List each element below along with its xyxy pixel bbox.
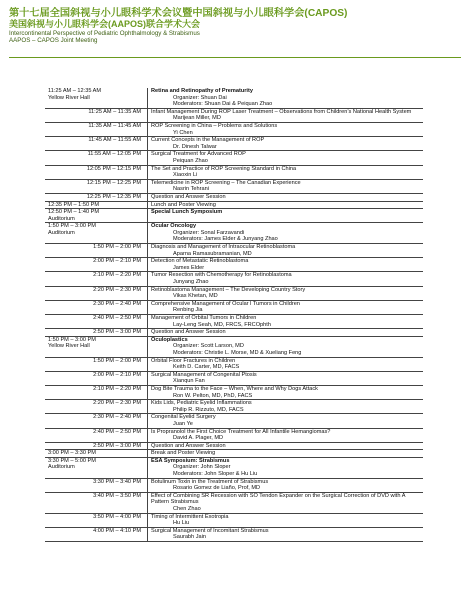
- content-cell: [148, 458, 423, 478]
- speaker-line: Moderators: John Sloper & Hu Liu: [173, 471, 258, 478]
- content-cell: [148, 400, 423, 413]
- content-cell: [148, 429, 423, 442]
- time-cell: [45, 414, 148, 427]
- speaker-line: Organizer: Sonal Farzavandi: [173, 229, 245, 236]
- speaker-line: Lay-Leng Seah, MD, FRCS, FRCOphth: [173, 321, 271, 328]
- schedule-row: [45, 123, 423, 137]
- content-cell: [148, 88, 423, 108]
- time-cell: [45, 315, 148, 328]
- time-range: 12:15 PM – 12:25 PM: [86, 179, 141, 186]
- schedule-row: [45, 329, 423, 337]
- content-cell: [148, 329, 423, 336]
- time-cell: [45, 400, 148, 413]
- speaker-line: Aparna Ramasubramanian, MD: [173, 250, 252, 257]
- conference-header: [9, 8, 461, 44]
- speaker-line: Organizer: Scott Larson, MD: [173, 343, 244, 350]
- session-title: Oculoplastics: [151, 336, 188, 343]
- time-range: 4:00 PM – 4:10 PM: [93, 527, 141, 534]
- content-cell: [148, 315, 423, 328]
- content-cell: [148, 223, 423, 243]
- schedule-row: [45, 458, 423, 479]
- talk-title: Dog Bite Trauma to the Face – When, Where and Why Dogs Attack: [151, 385, 318, 392]
- content-cell: [148, 301, 423, 314]
- time-range: 2:50 PM – 3:00 PM: [93, 442, 141, 449]
- schedule-row: [45, 479, 423, 493]
- time-range: 2:00 PM – 2:10 PM: [93, 371, 141, 378]
- time-range: 12:05 PM – 12:15 PM: [86, 165, 141, 172]
- content-cell: [148, 443, 423, 450]
- time-cell: [45, 514, 148, 527]
- time-cell: [45, 301, 148, 314]
- schedule-row: [45, 194, 423, 202]
- talk-title: The Set and Practice of ROP Screening Standard in China: [151, 165, 297, 172]
- time-cell: [45, 493, 148, 513]
- speaker-line: James Elder: [173, 264, 205, 271]
- schedule-row: [45, 137, 423, 151]
- schedule-row: [45, 493, 423, 514]
- time-cell: [45, 180, 148, 193]
- time-cell: [45, 109, 148, 122]
- time-cell: [45, 151, 148, 164]
- speaker-line: Chen Zhao: [173, 506, 201, 513]
- time-range: 1:50 PM – 2:00 PM: [93, 244, 141, 251]
- content-cell: [148, 493, 423, 513]
- time-range: 2:40 PM – 2:50 PM: [93, 428, 141, 435]
- header-english-subtitle: AAPOS – CAPOS Joint Meeting: [9, 37, 98, 44]
- time-range: 2:40 PM – 2:50 PM: [93, 315, 141, 321]
- speaker-line: Renbing Jia: [173, 307, 203, 314]
- time-cell: [45, 450, 148, 457]
- content-cell: [148, 337, 423, 357]
- talk-title: Infant Management During ROP Laser Treatment – Observations from Children’s National Health System: [151, 108, 412, 115]
- time-cell: [45, 258, 148, 271]
- time-cell: [45, 123, 148, 136]
- time-range: 2:10 PM – 2:20 PM: [93, 272, 141, 279]
- speaker-line: Moderators: Christie L. Morse, MD & Xueliang Feng: [173, 349, 302, 356]
- time-range: 3:40 PM – 3:50 PM: [93, 492, 141, 499]
- time-range: 1:50 PM – 3:00 PM: [48, 223, 96, 230]
- speaker-line: Saurabh Jain: [173, 534, 206, 541]
- schedule-row: [45, 429, 423, 443]
- content-cell: [148, 109, 423, 122]
- time-cell: [45, 528, 148, 541]
- session-location: Auditorium: [48, 215, 75, 222]
- schedule-row: [45, 528, 423, 542]
- speaker-line: Marijean Miller, MD: [173, 115, 221, 122]
- schedule-row: [45, 272, 423, 286]
- content-cell: [148, 479, 423, 492]
- schedule-row: [45, 443, 423, 451]
- talk-title: Surgical Management of Congenital Ptosis: [151, 371, 257, 378]
- time-range: 1:50 PM – 3:00 PM: [48, 336, 96, 343]
- schedule-row: [45, 514, 423, 528]
- schedule-row: [45, 88, 423, 109]
- time-cell: [45, 194, 148, 201]
- schedule-row: [45, 337, 423, 358]
- time-range: 12:25 PM – 12:35 PM: [86, 193, 141, 200]
- talk-title: Diagnosis and Management of Intraocular Retinoblastoma: [151, 244, 296, 251]
- session-location: Yellow River Hall: [48, 94, 90, 101]
- content-cell: [148, 528, 423, 541]
- schedule-row: [45, 287, 423, 301]
- talk-title: Is Propranolol the First Choice Treatment for All Infantile Hemangiomas?: [151, 428, 331, 435]
- schedule-row: [45, 109, 423, 123]
- talk-title: Surgical Treatment for Advanced ROP: [151, 151, 246, 158]
- speaker-line: Keith D. Carter, MD, FACS: [173, 364, 240, 371]
- time-cell: [45, 386, 148, 399]
- talk-title: Current Concepts in the Management of ROP: [151, 137, 265, 144]
- time-cell: [45, 272, 148, 285]
- time-range: 2:10 PM – 2:20 PM: [93, 385, 141, 392]
- content-cell: [148, 209, 423, 222]
- time-cell: [45, 244, 148, 257]
- content-cell: [148, 194, 423, 201]
- talk-title: Question and Answer Session: [151, 442, 226, 449]
- header-english-title: Intercontinental Perspective of Pediatric Ophthalmology & Strabismus: [9, 30, 200, 37]
- speaker-line: Yi Chen: [173, 129, 193, 136]
- talk-title: Botulinum Toxin in the Treatment of Strabismus: [151, 478, 269, 485]
- time-range: 11:55 AM – 12:05 PM: [87, 151, 141, 158]
- time-range: 2:30 PM – 2:40 PM: [93, 300, 141, 307]
- speaker-line: Moderators: Shuan Dai & Peiquan Zhao: [173, 101, 273, 108]
- time-range: 1:50 PM – 2:00 PM: [93, 357, 141, 364]
- time-range: 2:30 PM – 2:40 PM: [93, 414, 141, 421]
- time-range: 11:25 AM – 12:35 AM: [48, 88, 102, 94]
- schedule-row: [45, 372, 423, 386]
- speaker-line: Xianqun Fan: [173, 378, 205, 385]
- content-cell: [148, 386, 423, 399]
- speaker-line: Ron W. Pelton, MD, PhD, FACS: [173, 392, 253, 399]
- talk-title: Question and Answer Session: [151, 193, 226, 200]
- talk-title: ROP Screening in China – Problems and Solutions: [151, 122, 278, 129]
- content-cell: [148, 372, 423, 385]
- schedule-row: [45, 202, 423, 210]
- time-cell: [45, 372, 148, 385]
- speaker-line: Nasrin Tehrani: [173, 186, 209, 193]
- session-title: Special Lunch Symposium: [151, 209, 223, 216]
- time-range: 11:35 AM – 11:45 AM: [88, 122, 141, 129]
- talk-title: Effect of Combining SR Recession with SO Tendon Expander on the Surgical Correction of DVD with A Pattern Strabismus: [151, 492, 406, 506]
- content-cell: [148, 202, 423, 209]
- content-cell: [148, 287, 423, 300]
- schedule-row: [45, 209, 423, 223]
- talk-title: Comprehensive Management of Ocular l Tumors in Children: [151, 300, 300, 307]
- speaker-line: Juan Ye: [173, 420, 193, 427]
- time-range: 2:00 PM – 2:10 PM: [93, 258, 141, 265]
- schedule-row: [45, 450, 423, 458]
- schedule-row: [45, 301, 423, 315]
- content-cell: [148, 450, 423, 457]
- content-cell: [148, 166, 423, 179]
- spacer: [151, 216, 423, 219]
- talk-title: Break and Poster Viewing: [151, 450, 216, 457]
- content-cell: [148, 514, 423, 527]
- time-range: 3:00 PM – 3:30 PM: [48, 450, 96, 457]
- header-chinese-title: 第十七届全国斜视与小儿眼科学术会议暨中国斜视与小儿眼科学会(CAPOS): [9, 8, 348, 19]
- speaker-line: Moderators: James Elder & Junyang Zhao: [173, 236, 278, 243]
- schedule-row: [45, 258, 423, 272]
- schedule-row: [45, 166, 423, 180]
- speaker-line: Rosario Gomez de Liaño, Prof, MD: [173, 485, 261, 492]
- time-range: 3:50 PM – 4:00 PM: [93, 513, 141, 520]
- schedule-row: [45, 223, 423, 244]
- time-cell: [45, 358, 148, 371]
- talk-title: Surgical Management of Incomitant Strabismus: [151, 527, 269, 534]
- time-cell: [45, 479, 148, 492]
- session-location: Auditorium: [48, 464, 75, 471]
- session-title: ESA Symposium: Strabismus: [151, 457, 230, 464]
- speaker-line: Dr. Dinesh Talwar: [173, 143, 217, 150]
- content-cell: [148, 244, 423, 257]
- schedule-row: [45, 244, 423, 258]
- session-location: Auditorium: [48, 229, 75, 236]
- time-cell: [45, 329, 148, 336]
- content-cell: [148, 272, 423, 285]
- schedule-row: [45, 386, 423, 400]
- schedule-row: [45, 151, 423, 165]
- content-cell: [148, 151, 423, 164]
- time-cell: [45, 223, 148, 243]
- content-cell: [148, 180, 423, 193]
- talk-title: Timing of Intermittent Exotropia: [151, 513, 229, 520]
- time-cell: [45, 443, 148, 450]
- speaker-line: Organizer: John Sloper: [173, 464, 231, 471]
- time-range: 3:30 PM – 5:00 PM: [48, 457, 96, 464]
- talk-title: Management of Orbital Tumors in Children: [151, 315, 257, 321]
- speaker-line: Hu Liu: [173, 520, 190, 527]
- speaker-line: Peiquan Zhao: [173, 157, 208, 164]
- time-cell: [45, 209, 148, 222]
- content-cell: [148, 358, 423, 371]
- schedule-row: [45, 414, 423, 428]
- header-chinese-subtitle: 美国斜视与小儿眼科学会(AAPOS)联合学术大会: [9, 19, 201, 29]
- talk-title: Retinoblastoma Management – The Developing Country Story: [151, 286, 306, 293]
- time-range: 2:20 PM – 2:30 PM: [93, 400, 141, 407]
- schedule-row: [45, 315, 423, 329]
- schedule-row: [45, 358, 423, 372]
- time-range: 11:45 AM – 11:55 AM: [88, 137, 141, 144]
- talk-title: Tumor Resection with Chemotherapy for Retinoblastoma: [151, 272, 292, 279]
- content-cell: [148, 137, 423, 150]
- schedule-table: [45, 88, 423, 542]
- session-title: Retina and Retinopathy of Prematurity: [151, 88, 253, 94]
- time-cell: [45, 458, 148, 478]
- talk-title: Congenital Eyelid Surgery: [151, 414, 216, 421]
- schedule-row: [45, 400, 423, 414]
- content-cell: [148, 258, 423, 271]
- speaker-line: Junyang Zhao: [173, 279, 209, 286]
- time-range: 12:35 PM – 1:50 PM: [48, 201, 99, 208]
- speaker-line: Xiaoxin Li: [173, 172, 198, 179]
- speaker-line: David A. Plager, MD: [173, 435, 224, 442]
- time-range: 11:25 AM – 11:35 AM: [88, 108, 141, 115]
- talk-title: Lunch and Poster Viewing: [151, 201, 216, 208]
- time-cell: [45, 202, 148, 209]
- talk-title: Telemedicine in ROP Screening – The Canadian Experience: [151, 179, 301, 186]
- time-cell: [45, 337, 148, 357]
- talk-title: Question and Answer Session: [151, 329, 226, 336]
- time-range: 3:30 PM – 3:40 PM: [93, 478, 141, 485]
- talk-title: Detection of Metastatic Retinoblastoma: [151, 258, 249, 265]
- content-cell: [148, 123, 423, 136]
- speaker-line: Vikas Khetan, MD: [173, 293, 218, 300]
- session-title: Ocular Oncology: [151, 223, 197, 230]
- session-location: Yellow River Hall: [48, 343, 90, 350]
- speaker-line: Organizer: Shuan Dai: [173, 94, 227, 101]
- time-cell: [45, 88, 148, 108]
- time-cell: [45, 429, 148, 442]
- header-divider: [9, 57, 461, 58]
- time-range: 2:50 PM – 3:00 PM: [93, 329, 141, 336]
- content-cell: [148, 414, 423, 427]
- schedule-row: [45, 180, 423, 194]
- talk-title: Orbital Floor Fractures in Children: [151, 357, 236, 364]
- time-range: 12:50 PM – 1:40 PM: [48, 209, 99, 216]
- time-cell: [45, 137, 148, 150]
- time-range: 2:20 PM – 2:30 PM: [93, 286, 141, 293]
- time-cell: [45, 287, 148, 300]
- time-cell: [45, 166, 148, 179]
- talk-title: Kids Lids, Pediatric Eyelid Inflammations: [151, 400, 252, 407]
- speaker-line: Philip R. Rizzuto, MD, FACS: [173, 406, 244, 413]
